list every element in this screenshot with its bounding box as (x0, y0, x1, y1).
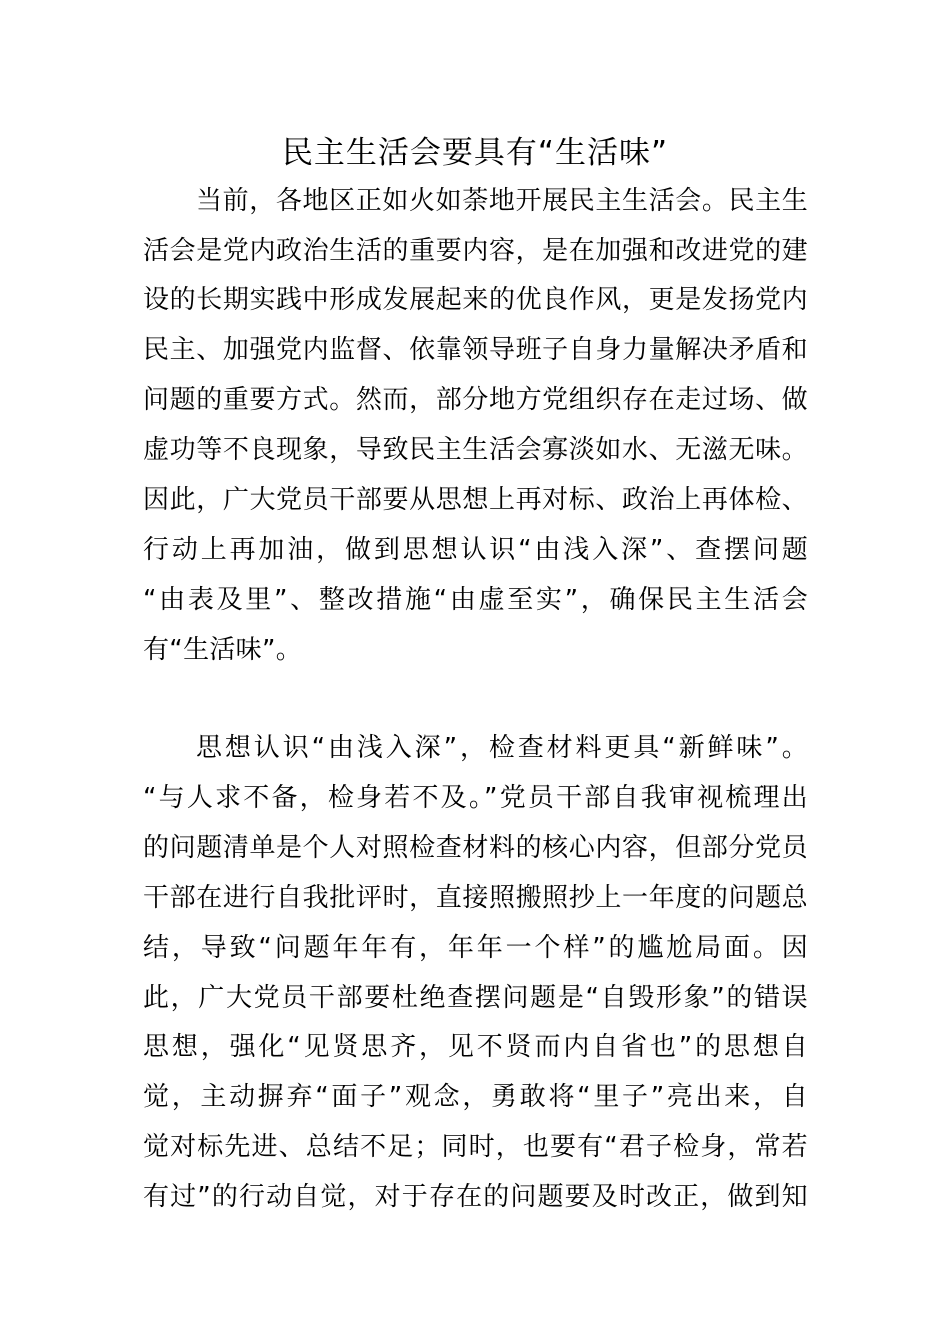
paragraph-2-line-4: 干部在进行自我批评时，直接照搬照抄上一年度的问题总 (143, 883, 808, 913)
paragraph-1-line-1: 当前，各地区正如火如荼地开展民主生活会。民主生 (196, 186, 808, 216)
document-title: 民主生活会要具有“生活味” (281, 135, 669, 171)
paragraph-2-line-10: 有过”的行动自觉，对于存在的问题要及时改正，做到知 (143, 1182, 808, 1212)
paragraph-2-line-8: 觉，主动摒弃“面子”观念，勇敢将“里子”亮出来，自 (143, 1082, 808, 1112)
paragraph-2-line-1: 思想认识“由浅入深”，检查材料更具“新鲜味”。 (196, 733, 808, 763)
paragraph-1-line-7: 因此，广大党员干部要从思想上再对标、政治上再体检、 (143, 485, 808, 515)
paragraph-2-line-2: “与人求不备，检身若不及。”党员干部自我审视梳理出 (143, 783, 808, 813)
paragraph-2-line-9: 觉对标先进、总结不足；同时，也要有“君子检身，常若 (143, 1132, 808, 1162)
paragraph-1-line-5: 问题的重要方式。然而，部分地方党组织存在走过场、做 (143, 385, 808, 415)
paragraph-1-line-4: 民主、加强党内监督、依靠领导班子自身力量解决矛盾和 (143, 335, 808, 365)
paragraph-2-line-5: 结，导致“问题年年有，年年一个样”的尴尬局面。因 (143, 933, 808, 963)
paragraph-1-line-8: 行动上再加油，做到思想认识“由浅入深”、查摆问题 (143, 535, 808, 565)
paragraph-2-line-3: 的问题清单是个人对照检查材料的核心内容，但部分党员 (143, 833, 808, 863)
paragraph-1-line-9: “由表及里”、整改措施“由虚至实”，确保民主生活会 (143, 585, 808, 615)
paragraph-2-line-7: 思想，强化“见贤思齐，见不贤而内自省也”的思想自 (143, 1032, 808, 1062)
paragraph-2-line-6: 此，广大党员干部要杜绝查摆问题是“自毁形象”的错误 (143, 983, 808, 1013)
paragraph-1-line-6: 虚功等不良现象，导致民主生活会寡淡如水、无滋无味。 (143, 435, 808, 465)
paragraph-1-line-3: 设的长期实践中形成发展起来的优良作风，更是发扬党内 (143, 285, 808, 315)
paragraph-1-line-10: 有“生活味”。 (143, 635, 303, 665)
paragraph-1-line-2: 活会是党内政治生活的重要内容，是在加强和改进党的建 (143, 236, 808, 266)
